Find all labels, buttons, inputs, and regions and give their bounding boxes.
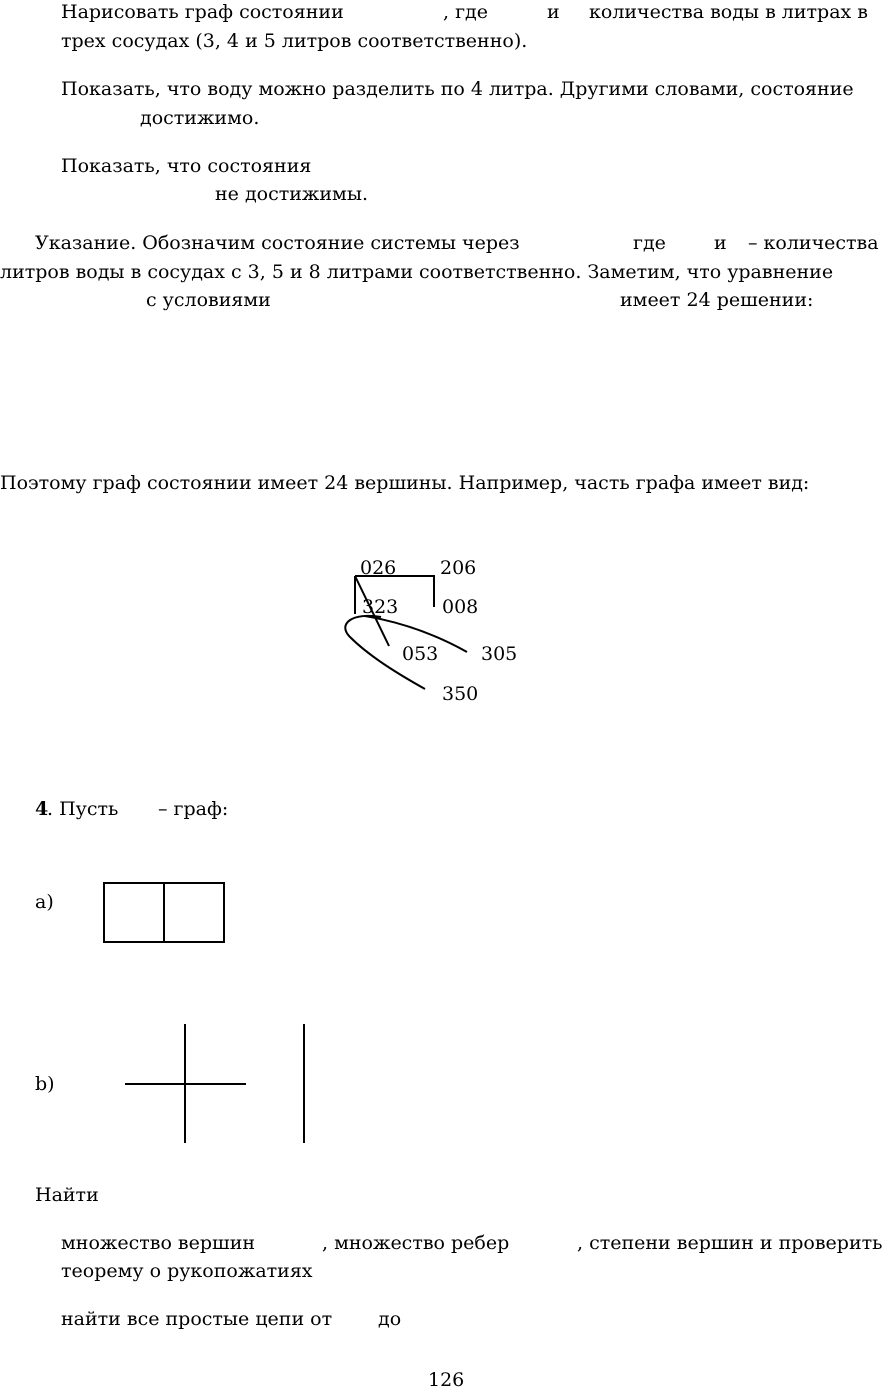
find-task2-b: до	[378, 1308, 402, 1330]
node-053: 053	[402, 643, 439, 665]
find-title: Найти	[35, 1184, 99, 1206]
find-task1-b: , множество ребер	[322, 1232, 510, 1254]
page-number: 126	[428, 1369, 465, 1391]
item1-text-b: , где	[443, 1, 488, 23]
item1-text-a: Нарисовать граф состоянии	[61, 1, 344, 23]
node-305: 305	[481, 643, 518, 665]
item1-text-d: количества воды в литрах в	[589, 1, 868, 23]
find-task1-d: теорему о рукопожатиях	[61, 1260, 313, 1282]
item3-text-b: не достижимы.	[215, 183, 368, 205]
graph-intro: Поэтому граф состоянии имеет 24 вершины. Например, часть графа имеет вид:	[0, 472, 810, 494]
problem4-text-a: . Пусть	[47, 798, 119, 820]
hint-text-d: – количества	[748, 232, 879, 254]
hint-text-f: с условиями	[146, 289, 271, 311]
hint-text-b: где	[633, 232, 666, 254]
item3-text-a: Показать, что состояния	[61, 155, 312, 177]
node-350: 350	[442, 683, 479, 705]
hint-text-g: имеет 24 решении:	[620, 289, 814, 311]
item1-text-c: и	[547, 1, 560, 23]
node-206: 206	[440, 557, 477, 579]
node-323: 323	[362, 596, 399, 618]
find-task1-c: , степени вершин и проверить	[577, 1232, 883, 1254]
node-026: 026	[360, 557, 397, 579]
hint-text-c: и	[714, 232, 727, 254]
graph-a-label: a)	[35, 891, 54, 913]
find-task1-a: множество вершин	[61, 1232, 256, 1254]
hint-text-e: литров воды в сосудах с 3, 5 и 8 литрами соответственно. Заметим, что уравнение	[0, 261, 834, 283]
problem4-number: 4	[35, 798, 49, 820]
problem4-text-b: – граф:	[158, 798, 229, 820]
hint-text-a: Указание. Обозначим состояние системы через	[35, 232, 520, 254]
node-008: 008	[442, 596, 479, 618]
item2-text-a: Показать, что воду можно разделить по 4 литра. Другими словами, состояние	[61, 78, 854, 100]
find-task2-a: найти все простые цепи от	[61, 1308, 333, 1330]
graph-b-label: b)	[35, 1073, 55, 1095]
item1-text-e: трех сосудах (3, 4 и 5 литров соответственно).	[61, 30, 528, 52]
item2-text-b: достижимо.	[140, 107, 260, 129]
